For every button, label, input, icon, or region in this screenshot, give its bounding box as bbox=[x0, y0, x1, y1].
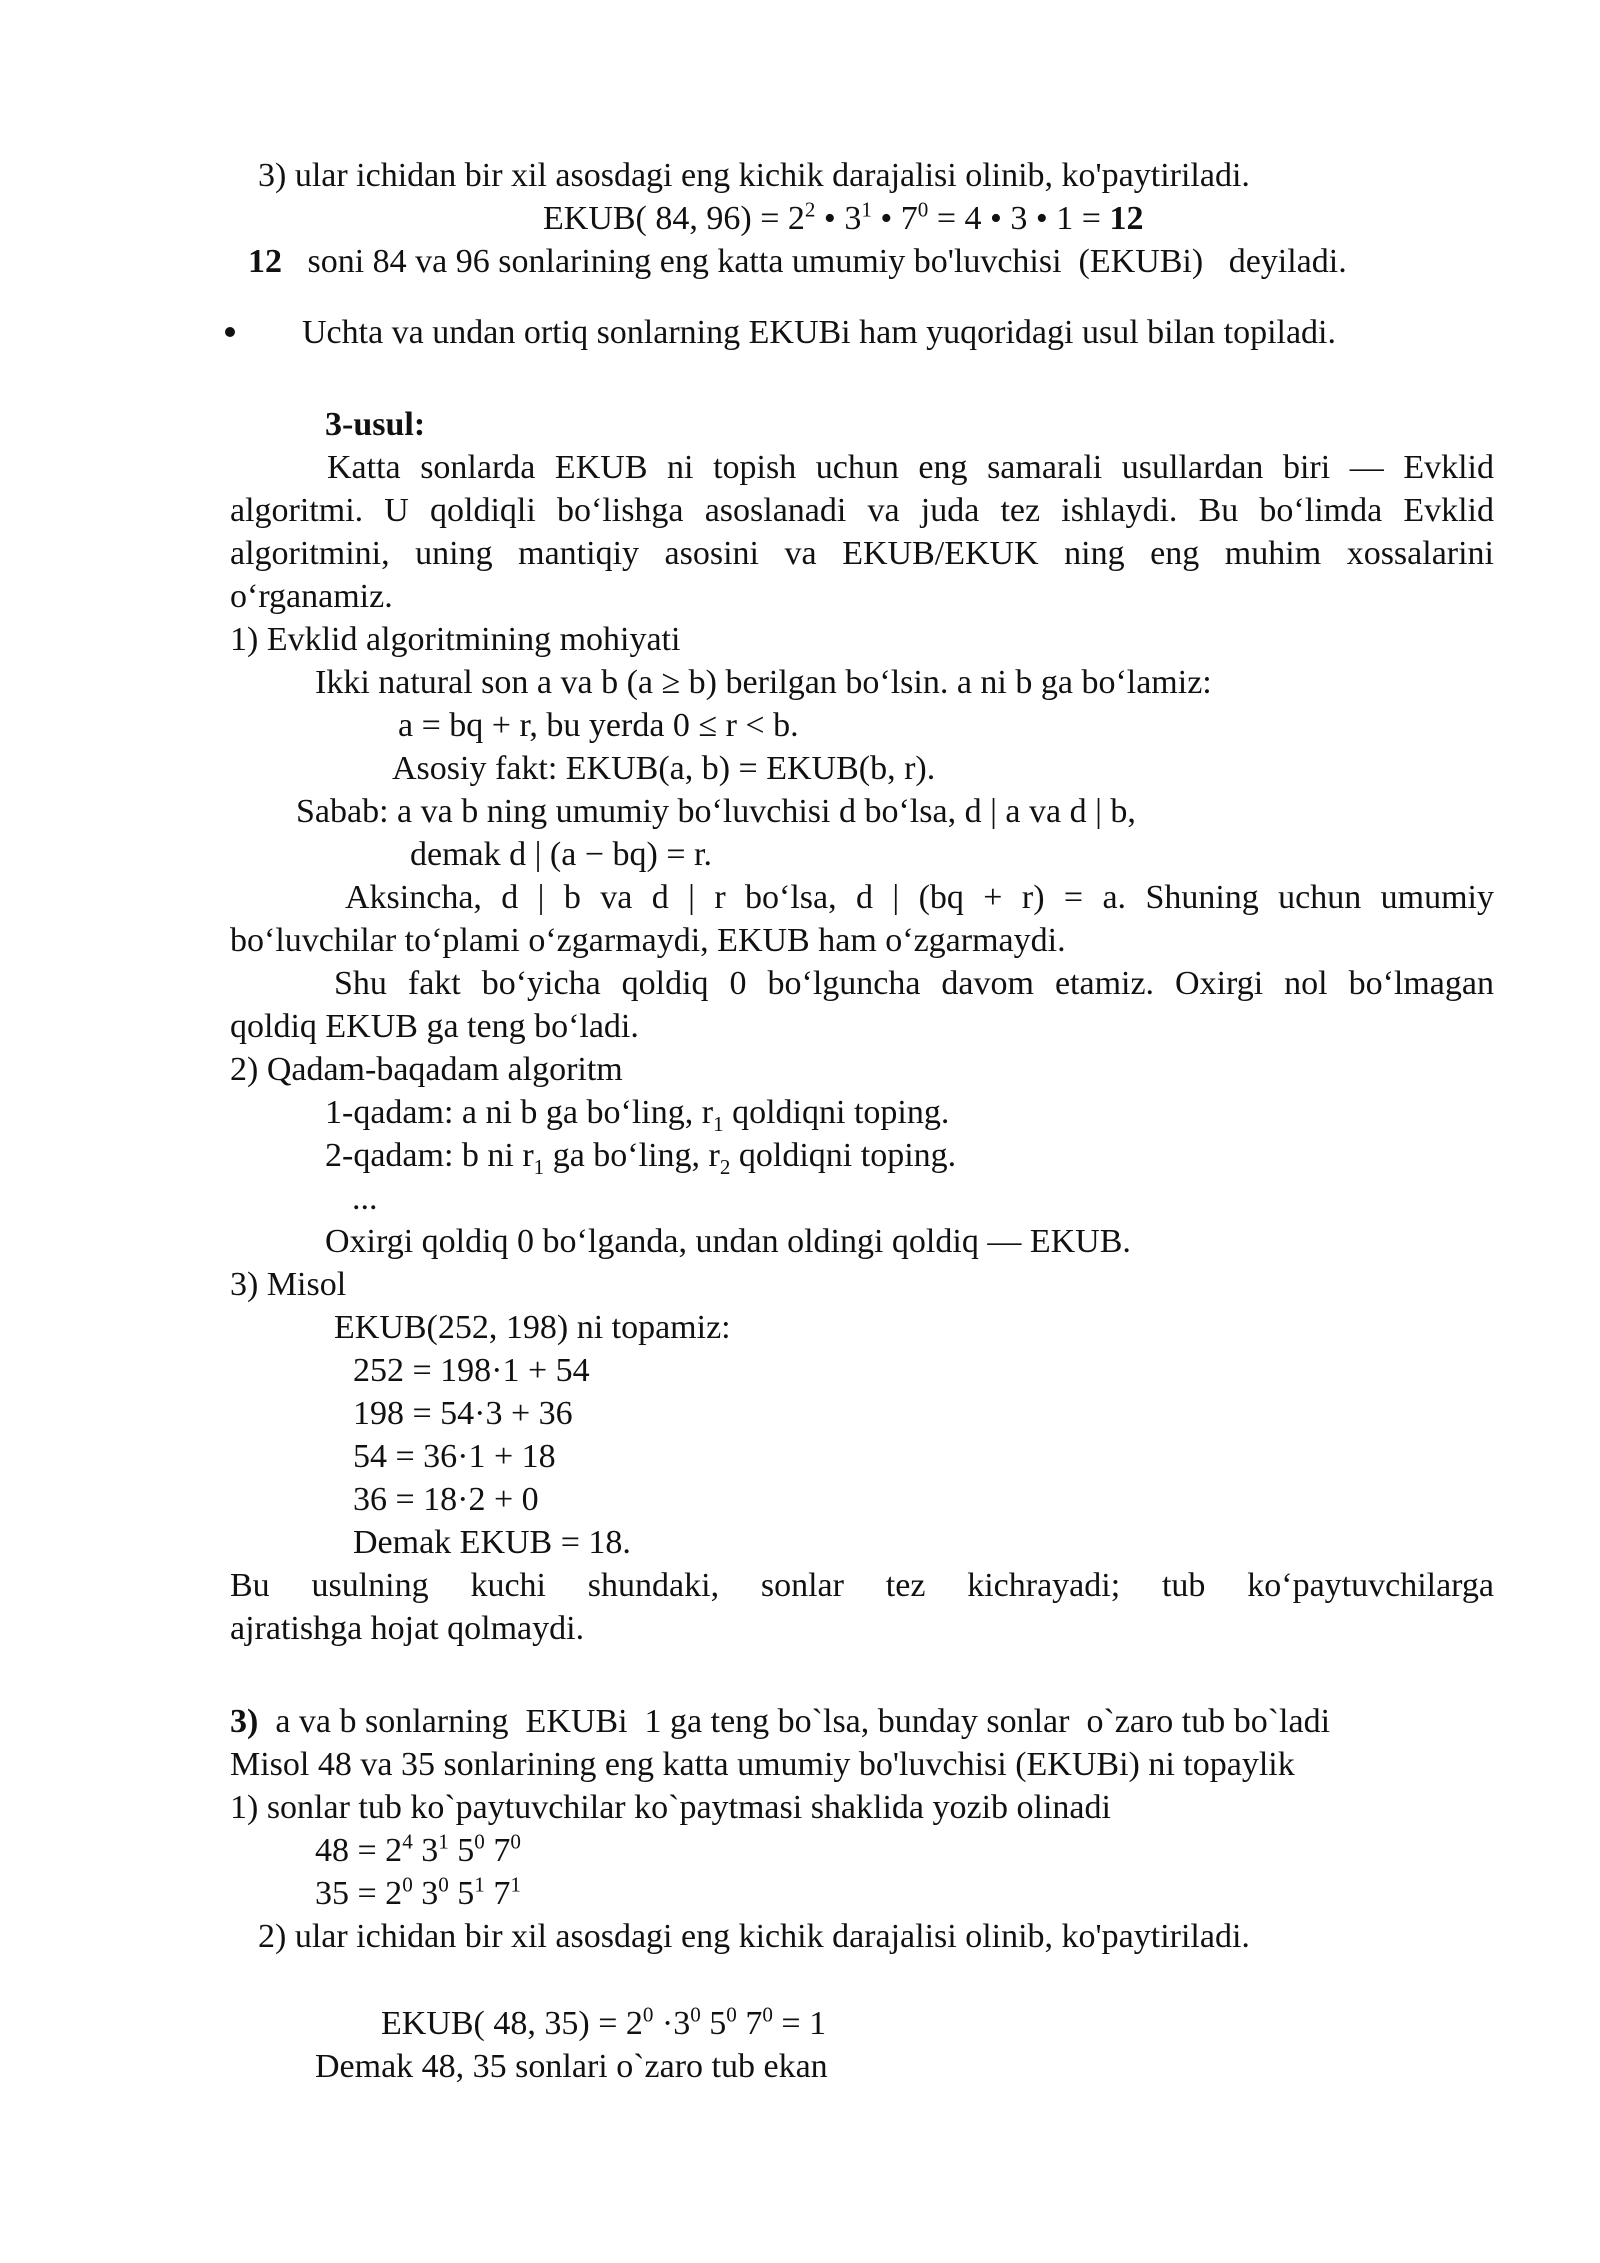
paragraph-line: algoritmi. U qoldiqli bo‘lishga asoslanadi va juda tez ishlaydi. Bu bo‘limda Evklid bbox=[230, 492, 1494, 529]
formula-line: $48 = 2^4$ $3^1$ $5^0$ $7^0$ bbox=[315, 1829, 521, 1869]
subheading: 1) Evklid algoritmining mohiyati bbox=[230, 621, 681, 658]
text-line: Sabab: a va b ning umumiy bo‘luvchisi d bo‘lsa, d | a va d | b, bbox=[296, 793, 1136, 830]
formula-line: Demak EKUB = 18. bbox=[353, 1524, 631, 1561]
formula-line: 252 = 198·1 + 54 bbox=[353, 1352, 590, 1389]
section-heading: 3-usul: bbox=[325, 406, 426, 443]
subheading: 2) Qadam-baqadam algoritm bbox=[230, 1051, 623, 1088]
text-line: Ikki natural son a va b (a ≥ b) berilgan bo‘lsin. a ni b ga bo‘lamiz: bbox=[315, 664, 1212, 701]
paragraph-line: Katta sonlarda EKUB ni topish uchun eng samarali usullardan biri — Evklid bbox=[327, 449, 1494, 486]
text-line: Oxirgi qoldiq 0 bo‘lganda, undan oldingi qoldiq — EKUB. bbox=[325, 1223, 1131, 1260]
formula-line: $35 = 2^0$ $3^0$ $5^1$ $7^1$ bbox=[315, 1872, 521, 1912]
paragraph-line: o‘rganamiz. bbox=[230, 578, 393, 615]
text-line: 1-qadam: a ni b ga bo‘ling, $r_1$ qoldiqni toping. bbox=[325, 1094, 950, 1136]
text-line: 2-qadam: b ni $r_1$ ga bo‘ling, $r_2$ qoldiqni toping. bbox=[325, 1137, 957, 1179]
text-line: ... bbox=[352, 1180, 378, 1217]
formula-line: EKUB( 84, $96) = 2^2$ • $3^1$ • $7^0 = 4$ • 3 • 1 = 12 bbox=[543, 197, 1144, 237]
formula-line: 36 = 18·2 + 0 bbox=[353, 1481, 539, 1518]
formula-line: 54 = 36·1 + 18 bbox=[353, 1438, 556, 1475]
formula-line: a = bq + r, bu yerda 0 ≤ r < b. bbox=[398, 707, 799, 744]
text-line: 3) a va b sonlarning EKUBi 1 ga teng bo`lsa, bunday sonlar o`zaro tub bo`ladi bbox=[230, 1703, 1331, 1740]
paragraph-line: Shu fakt bo‘yicha qoldiq 0 bo‘lguncha davom etamiz. Oxirgi nol bo‘lmagan bbox=[334, 965, 1494, 1002]
paragraph-line: ajratishga hojat qolmaydi. bbox=[230, 1610, 585, 1647]
text-line: Demak 48, 35 sonlari o`zaro tub ekan bbox=[315, 2048, 828, 2085]
formula-line: demak d | (a − bq) = r. bbox=[410, 836, 712, 873]
paragraph-line: Aksincha, d | b va d | r bo‘lsa, d | (bq + r) = a. Shuning uchun umumiy bbox=[345, 879, 1494, 916]
text-line: 12 soni 84 va 96 sonlarining eng katta umumiy bo'luvchisi (EKUBi) deyiladi. bbox=[248, 243, 1347, 280]
text-line: EKUB(252, 198) ni topamiz: bbox=[334, 1309, 731, 1346]
paragraph-line: algoritmini, uning mantiqiy asosini va EKUB/EKUK ning eng muhim xossalarini bbox=[230, 535, 1494, 572]
formula-line: EKUB( 48, $35) = 2^0 \cdot 3^0$ $5^0$ $7^0 = 1$ bbox=[381, 2002, 827, 2042]
bullet-text: Uchta va undan ortiq sonlarning EKUBi ham yuqoridagi usul bilan topiladi. bbox=[302, 314, 1336, 351]
paragraph-line: bo‘luvchilar to‘plami o‘zgarmaydi, EKUB ham o‘zgarmaydi. bbox=[230, 922, 1066, 959]
text-line: 3) ular ichidan bir xil asosdagi eng kichik darajalisi olinib, ko'paytiriladi. bbox=[258, 157, 1250, 194]
text-line: Misol 48 va 35 sonlarining eng katta umumiy bo'luvchisi (EKUBi) ni topaylik bbox=[230, 1746, 1295, 1783]
paragraph-line: qoldiq EKUB ga teng bo‘ladi. bbox=[230, 1008, 639, 1045]
bullet-icon bbox=[225, 327, 235, 337]
text-line: 2) ular ichidan bir xil asosdagi eng kichik darajalisi olinib, ko'paytiriladi. bbox=[258, 1918, 1250, 1955]
formula-line: 198 = 54·3 + 36 bbox=[353, 1395, 573, 1432]
subheading: 3) Misol bbox=[230, 1266, 347, 1303]
text-line: 1) sonlar tub ko`paytuvchilar ko`paytmasi shaklida yozib olinadi bbox=[230, 1789, 1111, 1826]
formula-line: Asosiy fakt: EKUB(a, b) = EKUB(b, r). bbox=[392, 750, 936, 787]
paragraph-line: Bu usulning kuchi shundaki, sonlar tez kichrayadi; tub ko‘paytuvchilarga bbox=[230, 1567, 1494, 1604]
